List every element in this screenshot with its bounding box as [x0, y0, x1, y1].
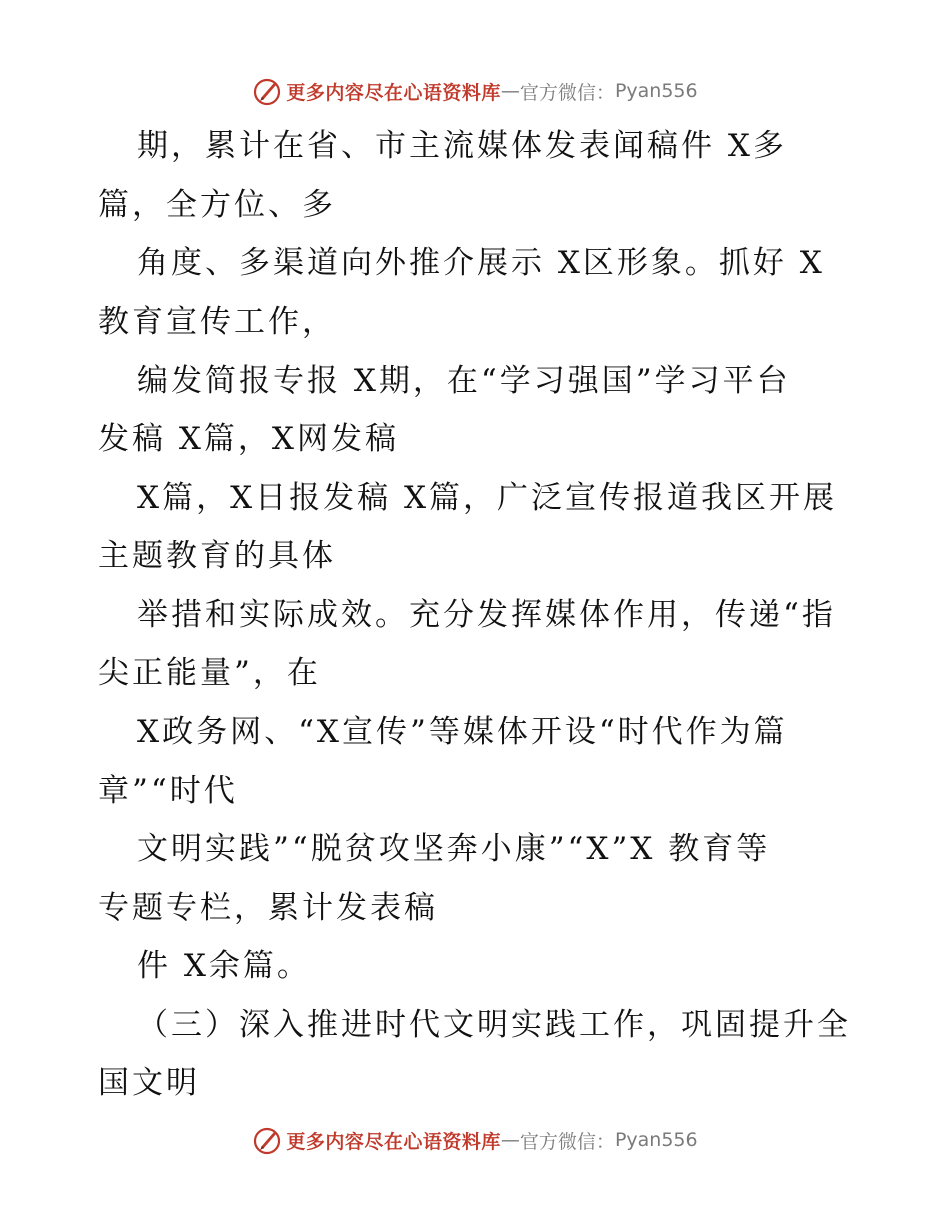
body-line: X政务网、“X宣传”等媒体开设“时代作为篇 [137, 714, 788, 750]
body-line: 教育宣传工作， [98, 304, 336, 340]
header-watermark [0, 73, 950, 109]
quill-pen-logo-icon [252, 1125, 282, 1155]
footer-watermark [0, 1122, 950, 1158]
body-line: 举措和实际成效。充分发挥媒体作用，传递“指 [137, 597, 836, 633]
watermark-wechat-id: Pyan556 [614, 1129, 698, 1151]
body-line: 篇，全方位、多 [98, 187, 336, 223]
quill-pen-logo-icon [252, 76, 282, 106]
watermark-wechat-label: 官方微信： [519, 81, 615, 104]
body-line: 专题专栏，累计发表稿 [98, 890, 438, 926]
body-line: 主题教育的具体 [98, 538, 336, 574]
watermark-separator: — [500, 1129, 520, 1151]
watermark-wechat-label: 官方微信： [519, 1130, 615, 1153]
body-line: X篇，X日报发稿 X篇，广泛宣传报道我区开展 [137, 480, 838, 516]
watermark-site-text: 更多内容尽在心语资料库 [286, 1130, 501, 1153]
body-line: 件 X余篇。 [137, 948, 311, 984]
body-line: 文明实践”“脱贫攻坚奔小康”“X”X 教育等 [137, 831, 771, 867]
body-line: 尖正能量”，在 [98, 655, 321, 691]
watermark-separator: — [500, 80, 520, 102]
body-line: 角度、多渠道向外推介展示 X区形象。抓好 X [137, 245, 825, 281]
body-line: 国文明 [98, 1065, 200, 1101]
section-heading: （三）深入推进时代文明实践工作，巩固提升全 [137, 1007, 851, 1043]
body-line: 期，累计在省、市主流媒体发表闻稿件 X多 [137, 128, 787, 164]
watermark-wechat-id: Pyan556 [614, 80, 698, 102]
watermark-site-text: 更多内容尽在心语资料库 [286, 81, 501, 104]
body-line: 发稿 X篇，X网发稿 [98, 421, 399, 457]
body-line: 编发简报专报 X期，在“学习强国”学习平台 [137, 363, 791, 399]
body-line: 章”“时代 [98, 773, 238, 809]
